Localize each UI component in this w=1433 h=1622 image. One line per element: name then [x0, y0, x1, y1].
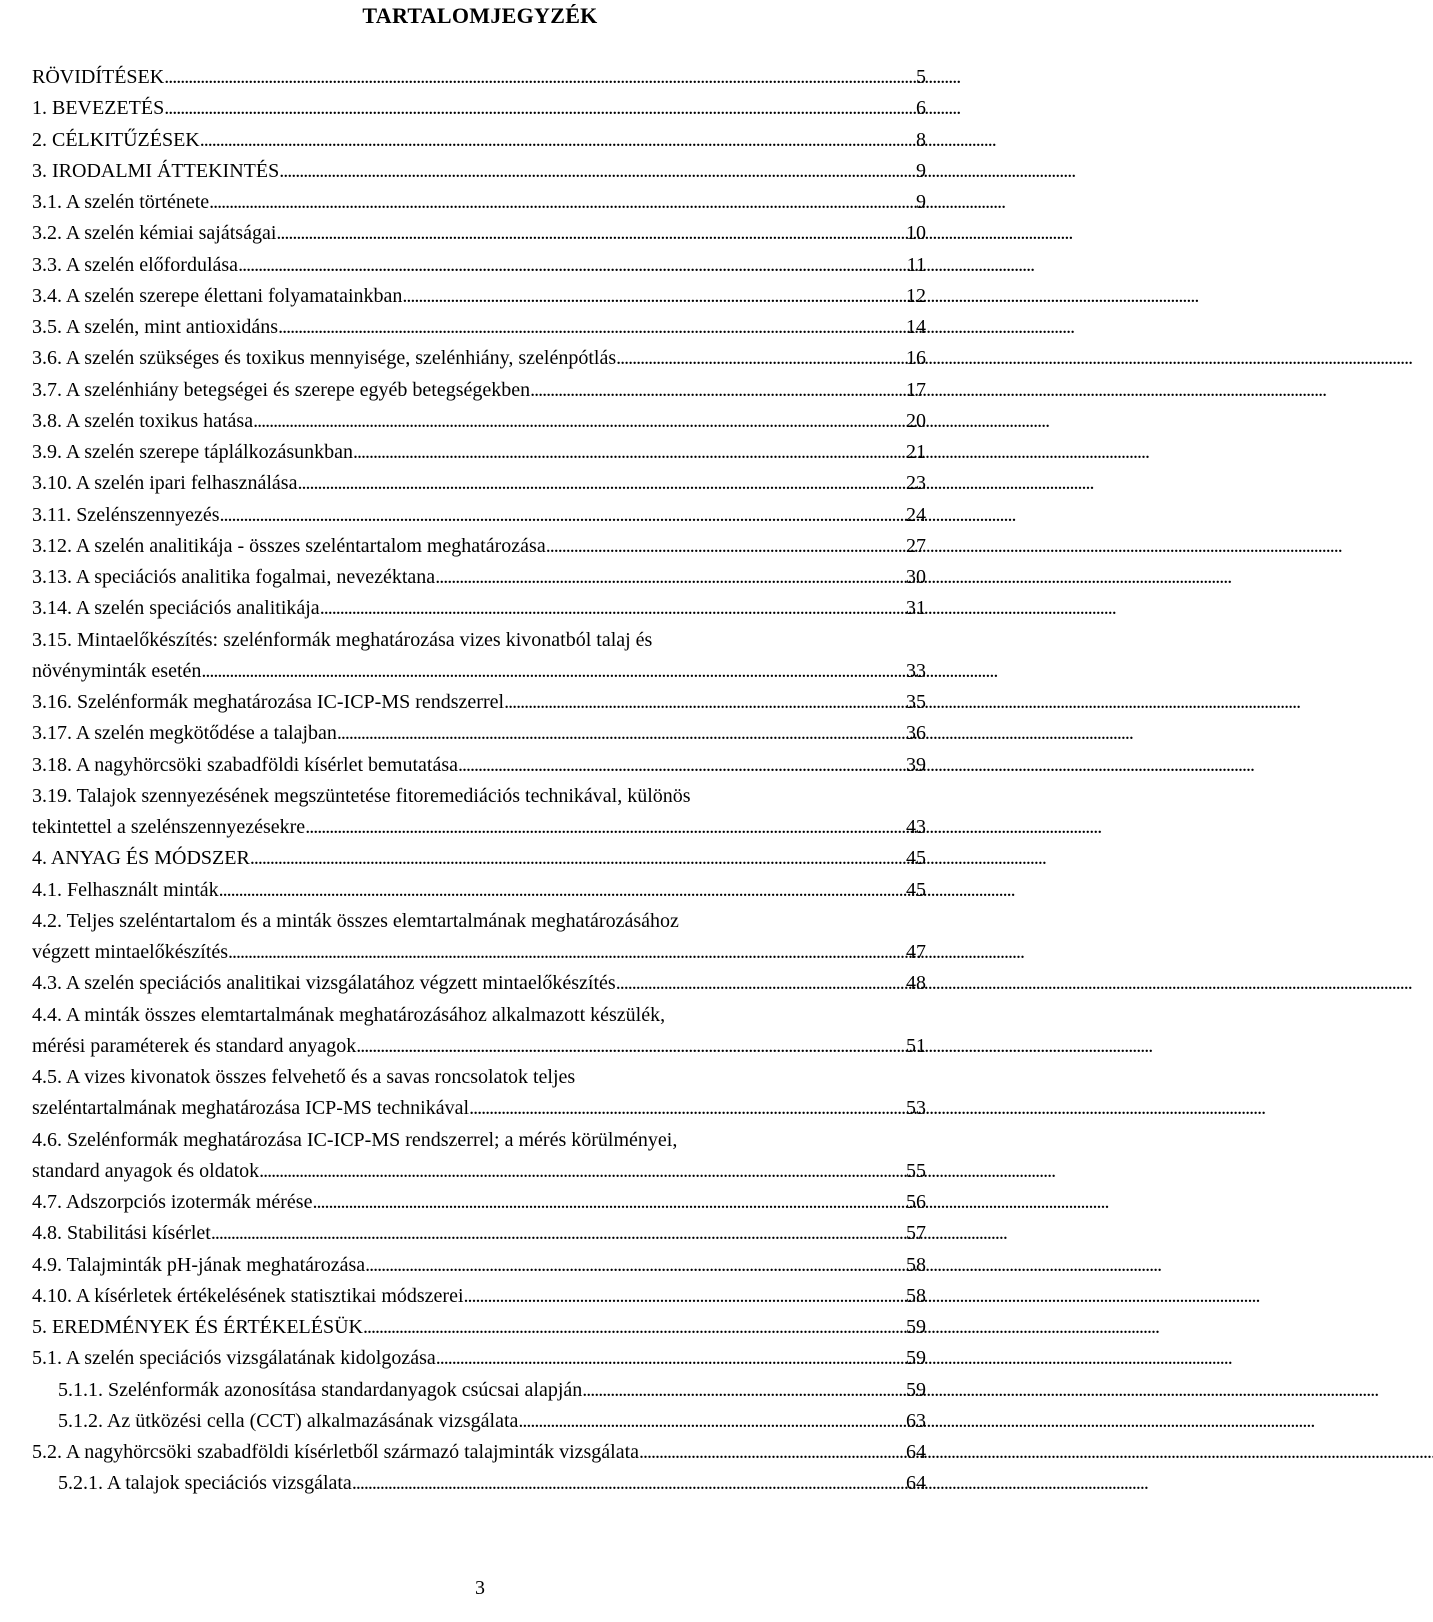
toc-entry-text: 3.4. A szelén szerepe élettani folyamatainkban	[32, 284, 403, 307]
toc-entry-text: 2. CÉLKITŰZÉSEK	[32, 128, 200, 151]
toc-entry-text: 3.15. Mintaelőkészítés: szelénformák meghatározása vizes kivonatból talaj és	[32, 628, 653, 651]
table-of-contents	[32, 62, 926, 1500]
toc-entry-text: RÖVIDÍTÉSEK	[32, 66, 165, 88]
toc-page-number: 36	[906, 722, 926, 745]
toc-page-number: 43	[906, 816, 926, 838]
dot-leader	[250, 843, 904, 874]
toc-entry-text: 3.18. A nagyhörcsöki szabadföldi kísérlet bemutatása	[32, 753, 459, 776]
toc-entry[interactable]	[32, 468, 926, 499]
toc-page-number: 31	[906, 597, 926, 620]
toc-entry[interactable]	[32, 1468, 926, 1499]
toc-entry-text: 5.2.1. A talajok speciációs vizsgálata	[58, 1472, 352, 1495]
toc-entry-text: 3.14. A szelén speciációs analitikája	[32, 597, 320, 620]
toc-entry[interactable]	[32, 93, 926, 124]
toc-entry[interactable]	[32, 312, 926, 343]
dot-leader	[353, 437, 904, 468]
toc-entry-text: 5.1.1. Szelénformák azonosítása standardanyagok csúcsai alapján	[58, 1378, 583, 1401]
toc-entry[interactable]	[32, 1281, 926, 1312]
toc-entry-text: 5.1. A szelén speciációs vizsgálatának kidolgozása	[32, 1347, 436, 1370]
toc-page-number: 64	[906, 1472, 926, 1495]
toc-page-number: 56	[906, 1191, 926, 1213]
dot-leader	[464, 1281, 904, 1312]
dot-leader	[259, 1156, 904, 1187]
dot-leader	[469, 1093, 904, 1124]
toc-entry[interactable]	[32, 500, 926, 531]
dot-leader	[320, 593, 904, 624]
toc-page-number: 11	[906, 253, 926, 276]
toc-entry-text: 3.17. A szelén megkötődése a talajban	[32, 722, 337, 745]
toc-entry-text: 4.8. Stabilitási kísérlet	[32, 1222, 211, 1245]
dot-leader	[530, 375, 904, 406]
dot-leader	[352, 1468, 904, 1499]
toc-page-number: 51	[906, 1034, 926, 1057]
toc-entry-text: 4.4. A minták összes elemtartalmának meghatározásához alkalmazott készülék,	[32, 1003, 666, 1026]
toc-entry-text: 3.6. A szelén szükséges és toxikus mennyisége, szelénhiány, szelénpótlás	[32, 347, 617, 370]
toc-entry-text: 4.5. A vizes kivonatok összes felvehető és a savas roncsolatok teljes	[32, 1066, 576, 1088]
toc-page-number: 64	[906, 1441, 926, 1463]
dot-leader	[363, 1312, 904, 1343]
toc-entry[interactable]	[32, 750, 926, 781]
toc-page-number: 21	[906, 441, 926, 463]
toc-entry[interactable]	[32, 1437, 926, 1468]
toc-entry[interactable]	[32, 531, 926, 562]
toc-entry[interactable]	[32, 968, 926, 999]
toc-entry-text: 3.19. Talajok szennyezésének megszüntetése fitoremediációs technikával, különös	[32, 784, 691, 807]
dot-leader	[276, 218, 904, 249]
toc-entry[interactable]	[32, 1000, 926, 1063]
toc-page-number: 6	[916, 97, 926, 120]
toc-entry[interactable]	[32, 875, 926, 906]
toc-page-number: 9	[916, 159, 926, 182]
dot-leader	[639, 1437, 904, 1468]
toc-entry[interactable]	[32, 625, 926, 688]
dot-leader	[518, 1406, 904, 1437]
toc-entry[interactable]	[32, 843, 926, 874]
toc-entry[interactable]	[32, 781, 926, 844]
toc-page-number: 45	[906, 847, 926, 870]
toc-entry-text: növényminták esetén	[32, 659, 202, 682]
dot-leader	[582, 1375, 904, 1406]
toc-page-number: 35	[906, 691, 926, 713]
dot-leader	[253, 406, 904, 437]
dot-leader	[279, 156, 914, 187]
toc-page-number: 48	[906, 972, 926, 995]
dot-leader	[436, 1343, 904, 1374]
toc-entry[interactable]	[32, 1406, 926, 1437]
toc-entry-text: 4.10. A kísérletek értékelésének statisztikai módszerei	[32, 1284, 464, 1307]
toc-page-number: 59	[906, 1378, 926, 1401]
dot-leader	[278, 312, 904, 343]
toc-entry[interactable]	[32, 62, 926, 93]
toc-entry-text: 3.2. A szelén kémiai sajátságai	[32, 222, 277, 245]
dot-leader	[209, 187, 914, 218]
toc-entry[interactable]	[32, 562, 926, 593]
dot-leader	[546, 531, 904, 562]
toc-page-number: 47	[906, 941, 926, 963]
toc-page-number: 58	[906, 1284, 926, 1307]
toc-entry-text: 4.2. Teljes szeléntartalom és a minták összes elemtartalmának meghatározásához	[32, 909, 679, 932]
toc-entry-text: 5.1.2. Az ütközési cella (CCT) alkalmazásának vizsgálata	[58, 1409, 519, 1432]
toc-entry-text: 3.10. A szelén ipari felhasználása	[32, 472, 298, 495]
dot-leader	[211, 1218, 904, 1249]
toc-page-number: 16	[906, 347, 926, 370]
dot-leader	[220, 500, 904, 531]
toc-entry-text: szeléntartalmának meghatározása ICP-MS technikával	[32, 1097, 470, 1120]
dot-leader	[305, 812, 904, 843]
toc-page-number: 12	[906, 284, 926, 307]
toc-title: TARTALOMJEGYZÉK	[362, 3, 598, 28]
toc-entry-text: 3.7. A szelénhiány betegségei és szerepe egyéb betegségekben	[32, 378, 531, 401]
toc-entry[interactable]	[32, 343, 926, 374]
dot-leader	[312, 1187, 904, 1218]
toc-entry-text: 4.9. Talajminták pH-jának meghatározása	[32, 1253, 366, 1276]
toc-entry[interactable]	[32, 593, 926, 624]
dot-leader	[164, 62, 914, 93]
toc-entry[interactable]	[32, 687, 926, 718]
toc-entry[interactable]	[32, 1062, 926, 1125]
toc-entry-text: 4. ANYAG ÉS MÓDSZER	[32, 847, 250, 870]
toc-entry-text: 3.9. A szelén szerepe táplálkozásunkban	[32, 441, 353, 463]
toc-page-number: 33	[906, 659, 926, 682]
toc-page-number: 8	[916, 128, 926, 151]
toc-page-number: 23	[906, 472, 926, 495]
toc-entry[interactable]	[32, 1125, 926, 1188]
dot-leader	[458, 750, 904, 781]
toc-entry-text: végzett mintaelőkészítés	[32, 941, 229, 963]
page-number: 3	[475, 1577, 485, 1599]
toc-page-number: 5	[916, 66, 926, 88]
toc-entry-text: 3.11. Szelénszennyezés	[32, 503, 220, 526]
toc-entry-text: 1. BEVEZETÉS	[32, 97, 165, 120]
toc-page-number: 17	[906, 378, 926, 401]
dot-leader	[337, 718, 904, 749]
dot-leader	[616, 968, 904, 999]
toc-entry[interactable]	[32, 1218, 926, 1249]
toc-page-number: 57	[906, 1222, 926, 1245]
dot-leader	[164, 93, 914, 124]
dot-leader	[435, 562, 904, 593]
toc-entry[interactable]	[32, 187, 926, 218]
toc-entry[interactable]	[32, 125, 926, 156]
toc-page-number: 10	[906, 222, 926, 245]
toc-entry[interactable]	[32, 375, 926, 406]
toc-page-number: 53	[906, 1097, 926, 1120]
toc-entry-text: mérési paraméterek és standard anyagok	[32, 1034, 357, 1057]
toc-entry-text: tekintettel a szelénszennyezésekre	[32, 816, 306, 838]
toc-entry-text: 3.5. A szelén, mint antioxidáns	[32, 316, 279, 338]
toc-entry[interactable]	[32, 437, 926, 468]
dot-leader	[219, 875, 904, 906]
toc-page-number: 58	[906, 1253, 926, 1276]
toc-page-number: 20	[906, 409, 926, 432]
toc-entry-text: 3. IRODALMI ÁTTEKINTÉS	[32, 159, 280, 182]
toc-entry[interactable]	[32, 1312, 926, 1343]
dot-leader	[297, 468, 904, 499]
toc-entry-text: 3.3. A szelén előfordulása	[32, 253, 239, 276]
toc-page-number: 24	[906, 503, 926, 526]
toc-entry[interactable]	[32, 1250, 926, 1281]
dot-leader	[200, 125, 914, 156]
toc-entry[interactable]	[32, 406, 926, 437]
toc-page-number: 63	[906, 1409, 926, 1432]
toc-page-number: 27	[906, 534, 926, 557]
toc-entry-text: standard anyagok és oldatok	[32, 1159, 260, 1182]
toc-page-number: 14	[906, 316, 926, 338]
toc-page-number: 59	[906, 1347, 926, 1370]
toc-entry[interactable]	[32, 281, 926, 312]
toc-entry[interactable]	[32, 1375, 926, 1406]
toc-entry-text: 4.7. Adszorpciós izotermák mérése	[32, 1191, 313, 1213]
dot-leader	[504, 687, 904, 718]
toc-entry[interactable]	[32, 1187, 926, 1218]
toc-entry[interactable]	[32, 718, 926, 749]
toc-entry-text: 3.13. A speciációs analitika fogalmai, nevezéktana	[32, 566, 436, 588]
toc-entry[interactable]	[32, 156, 926, 187]
toc-entry-text: 5.2. A nagyhörcsöki szabadföldi kísérletből származó talajminták vizsgálata	[32, 1441, 640, 1463]
toc-entry-text: 3.1. A szelén története	[32, 191, 210, 213]
toc-entry[interactable]	[32, 906, 926, 969]
dot-leader	[616, 343, 904, 374]
toc-entry[interactable]	[32, 218, 926, 249]
dot-leader	[238, 250, 905, 281]
toc-page-number: 30	[906, 566, 926, 588]
toc-page-number: 59	[906, 1316, 926, 1338]
toc-page-number: 9	[916, 191, 926, 213]
dot-leader	[201, 656, 904, 687]
toc-entry[interactable]	[32, 250, 926, 281]
dot-leader	[402, 281, 904, 312]
toc-entry-text: 5. EREDMÉNYEK ÉS ÉRTÉKELÉSÜK	[32, 1316, 363, 1338]
toc-entry[interactable]	[32, 1343, 926, 1374]
toc-entry-text: 4.1. Felhasznált minták	[32, 878, 219, 901]
toc-entry-text: 3.16. Szelénformák meghatározása IC-ICP-MS rendszerrel	[32, 691, 505, 713]
dot-leader	[365, 1250, 904, 1281]
toc-entry-text: 4.6. Szelénformák meghatározása IC-ICP-MS rendszerrel; a mérés körülményei,	[32, 1128, 678, 1151]
toc-entry-text: 4.3. A szelén speciációs analitikai vizsgálatához végzett mintaelőkészítés	[32, 972, 616, 995]
toc-page-number: 39	[906, 753, 926, 776]
dot-leader	[356, 1031, 904, 1062]
toc-page-number: 45	[906, 878, 926, 901]
dot-leader	[228, 937, 904, 968]
toc-entry-text: 3.12. A szelén analitikája - összes szeléntartalom meghatározása	[32, 534, 546, 557]
toc-entry-text: 3.8. A szelén toxikus hatása	[32, 409, 254, 432]
toc-page-number: 55	[906, 1159, 926, 1182]
